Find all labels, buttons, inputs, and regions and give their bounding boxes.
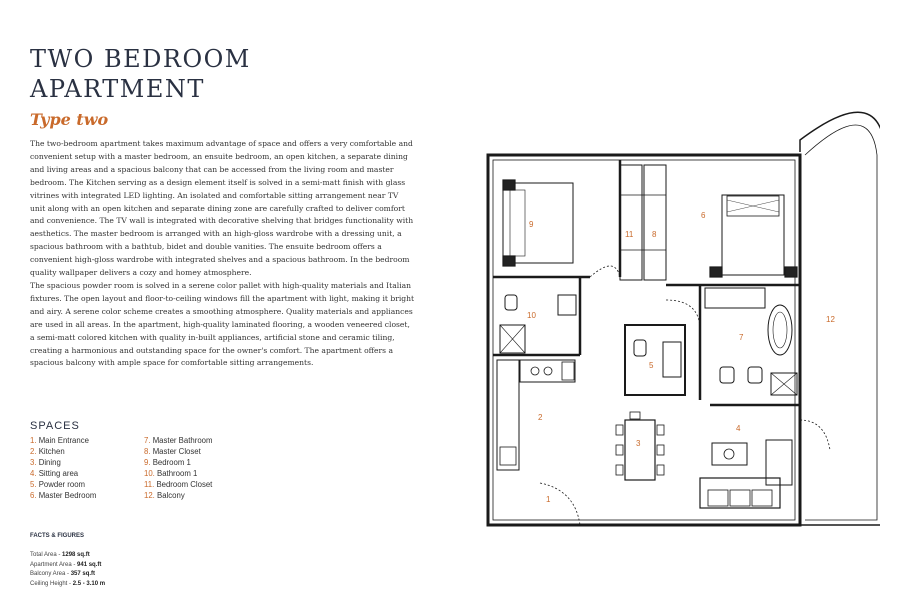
fact-item: Apartment Area - 941 sq.ft: [30, 561, 102, 568]
sofa: [700, 478, 780, 508]
room-label-7: 7: [739, 333, 744, 342]
facts-list: [30, 551, 105, 589]
description-paragraph-1: The two-bedroom apartment takes maximum advantage of space and offers a very comfortable and convenient setup with a master bedroom, an ensuite bedroom, an open kitchen, a separate dining and living areas and a spacious balcony that can be accessed from the living room and master bedroom. The Kitchen serving as a design element itself is solved in a semi-matt finish with glass vitrines with integrated LED lighting. An isolated and comfortable sitting arrangement near TV unit along with an open kitchen and separate dining zone are carefully crafted to deliver comfort and convenience. The TV wall is integrated with decorative shelving that bridges functionality with aesthetics. The master bedroom is arranged with an high-gloss wardrobe with a dressing unit, a spacious bathroom with a bathtub, bidet and double vanities. The ensuite bedroom offers a convenient high-gloss wardrobe with integrated shelves and a spacious bathroom. In the bedroom quality wallpaper delivers a cozy and homey atmosphere.: [30, 139, 414, 278]
room-label-8: 8: [652, 230, 657, 239]
title-line-2: APARTMENT: [30, 75, 205, 103]
space-item: 5. Powder room: [30, 479, 86, 489]
room-label-6: 6: [701, 211, 706, 220]
space-item: 7. Master Bathroom: [144, 436, 213, 445]
description: [30, 138, 415, 370]
room-label-12: 12: [826, 315, 835, 324]
bathtub: [768, 305, 792, 355]
spaces-list-col-2: [144, 436, 213, 501]
space-item: 3. Dining: [30, 457, 61, 467]
space-item: 4. Sitting area: [30, 468, 79, 478]
dining-table: [625, 420, 655, 480]
fact-item: Balcony Area - 357 sq.ft: [30, 571, 96, 577]
facts-heading: FACTS & FIGURES: [30, 533, 85, 539]
page-subtitle: Type two: [30, 110, 109, 129]
closet-11: [620, 165, 642, 280]
spaces-heading: SPACES: [30, 420, 80, 432]
description-paragraph-2: The spacious powder room is solved in a serene color pallet with high-quality materials and Italian fixtures. The open layout and floor-to-ceiling windows fill the apartment with light, making it bright and airy. A serene color scheme creates a smoothing atmosphere. Quality materials and appliances are used in all areas. In the apartment, high-quality laminated flooring, a wooden veneered closet, a semi-matt colored kitchen with quality in-built appliances, artificial stone and ceramic tiling, creating a harmonious and outstanding space for the owner's comfort. The apartment offers a spacious balcony with ample space for comfortable sitting arrangements.: [30, 280, 415, 368]
fact-item: Ceiling Height - 2.5 - 3.10 m: [30, 580, 106, 587]
room-label-9: 9: [529, 220, 534, 229]
spaces-list-col-1: [30, 436, 96, 501]
powder-room: [625, 325, 685, 395]
page-title: [30, 44, 251, 104]
space-item: 10. Bathroom 1: [144, 468, 198, 478]
space-item: 9. Bedroom 1: [144, 457, 191, 467]
floor-plan: [480, 100, 880, 540]
fact-item: Total Area - 1298 sq.ft: [30, 552, 90, 558]
master-bed: [722, 195, 784, 275]
space-item: 6. Master Bedroom: [30, 490, 97, 500]
balcony-inner: [805, 125, 877, 520]
space-item: 11. Bedroom Closet: [144, 479, 213, 489]
room-label-4: 4: [736, 424, 741, 433]
title-line-1: TWO BEDROOM: [30, 45, 251, 73]
coffee-table: [712, 443, 747, 465]
room-label-5: 5: [649, 361, 654, 370]
balcony-outline: [800, 112, 880, 525]
room-label-10: 10: [527, 311, 536, 320]
space-item: 1. Main Entrance: [30, 436, 89, 445]
room-label-2: 2: [538, 413, 543, 422]
space-item: 8. Master Closet: [144, 446, 201, 456]
room-label-3: 3: [636, 439, 641, 448]
room-label-11: 11: [625, 230, 634, 239]
space-item: 2. Kitchen: [30, 446, 65, 456]
room-label-1: 1: [546, 495, 551, 504]
space-item: 12. Balcony: [144, 490, 185, 500]
closet-8: [644, 165, 666, 280]
bed-1: [503, 183, 573, 263]
